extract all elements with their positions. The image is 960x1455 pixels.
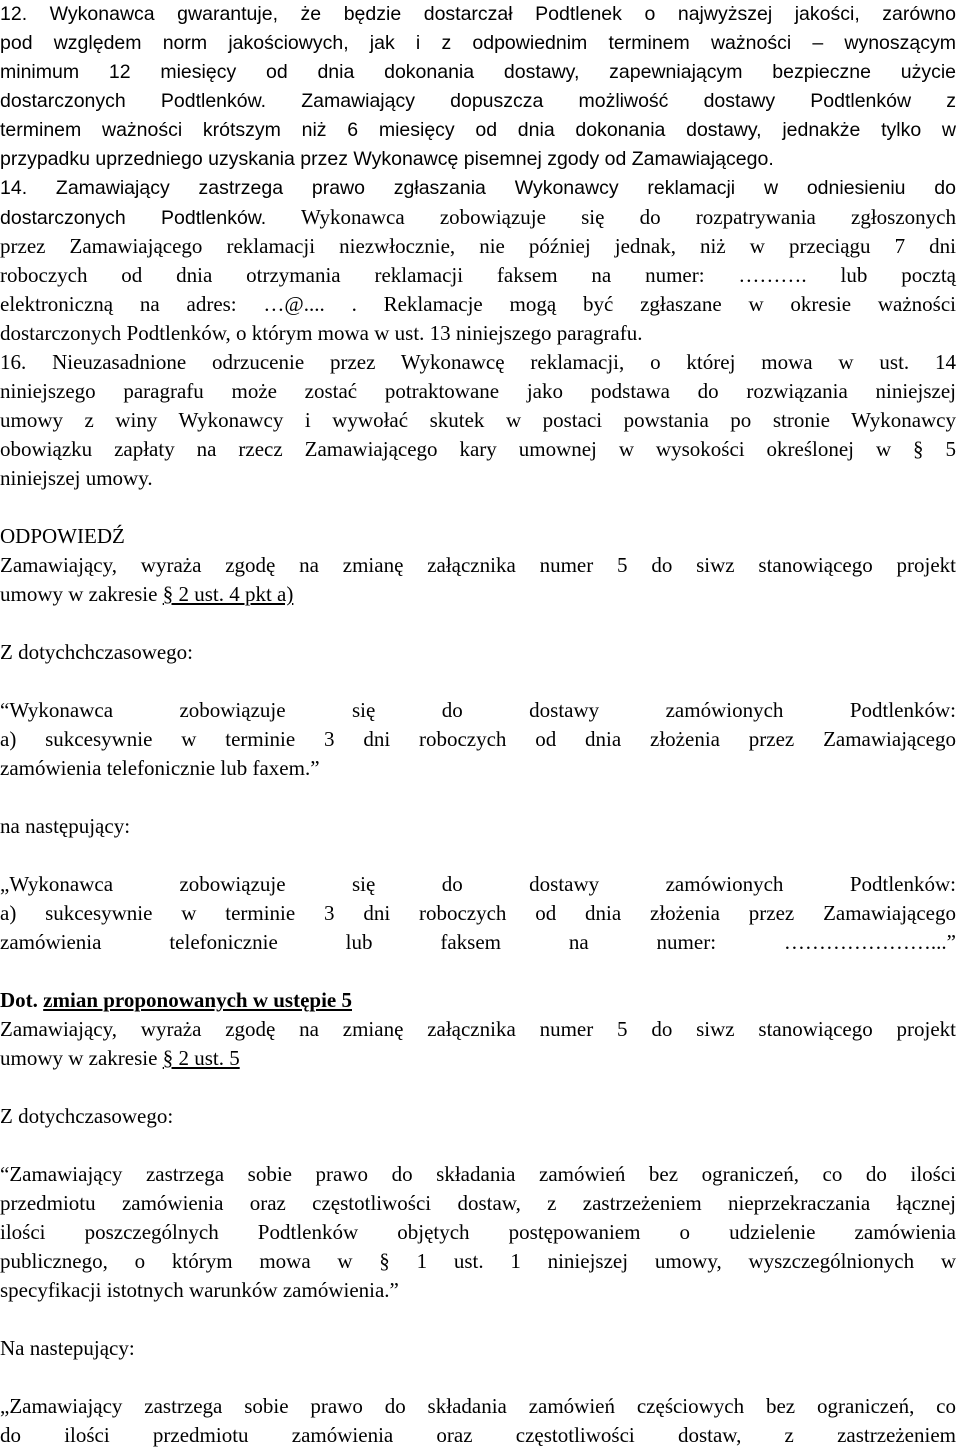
answer-1-from-label (0, 638, 956, 667)
text-line: dostarczonych Podtlenków. Wykonawca zobowiązuje się do rozpatrywania zgłoszonych (0, 205, 956, 229)
text-line: zamówienia telefonicznie lub faksem na numer: …………………...” (0, 930, 956, 954)
clause-reference: § 2 ust. 4 pkt a) (162, 582, 294, 606)
answer-heading (0, 522, 956, 551)
text-line: 12. Wykonawca gwarantuje, że będzie dostarczał Podtlenek o najwyższej jakości, zarówno (0, 3, 956, 25)
text-line: ilości poszczególnych Podtlenków objętych postępowaniem o udzielenie zamówienia (0, 1220, 956, 1244)
text-line: do ilości przedmiotu zamówienia oraz częstotliwości dostaw, z zastrzeżeniem (0, 1423, 956, 1447)
answer-2-heading (0, 986, 956, 1015)
text-line: obowiązku zapłaty na rzecz Zamawiającego kary umownej w wysokości określonej w § 5 (0, 437, 956, 461)
text-line: przedmiotu zamówienia oraz częstotliwości dostaw, z zastrzeżeniem nieprzekraczania łącznej (0, 1191, 956, 1215)
answer-2-new-quote (0, 1392, 956, 1450)
text-line: pod względem norm jakościowych, jak i z odpowiednim terminem ważności – wynoszącym (0, 32, 956, 54)
text-line: 16. Nieuzasadnione odrzucenie przez Wykonawcę reklamacji, o której mowa w ust. 14 (0, 350, 956, 374)
answer-2-from-label (0, 1102, 956, 1131)
text-line: „Zamawiający zastrzega sobie prawo do składania zamówień częściowych bez ograniczeń, co (0, 1394, 956, 1418)
text-line: na następujący: (0, 814, 131, 838)
text-line: Zamawiający, wyraża zgodę na zmianę załącznika numer 5 do siwz stanowiącego projekt (0, 553, 956, 577)
text-line: niniejszej umowy. (0, 466, 153, 490)
answer-2-intro (0, 1015, 956, 1073)
text-line: przypadku uprzedniego uzyskania przez Wykonawcę pisemnej zgody od Zamawiającego. (0, 148, 774, 170)
text-line: 14. Zamawiający zastrzega prawo zgłaszania Wykonawcy reklamacji w odniesieniu do (0, 177, 956, 199)
answer-1-to-label (0, 812, 956, 841)
text-line: zamówienia telefonicznie lub faxem.” (0, 756, 320, 780)
text-line: przez Zamawiającego reklamacji niezwłocznie, nie później jednak, niż w przeciągu 7 dni (0, 234, 956, 258)
text-line: Z dotychchczasowego: (0, 640, 194, 664)
text-line: umowy z winy Wykonawcy i wywołać skutek w postaci powstania po stronie Wykonawcy (0, 408, 956, 432)
text-line: Z dotychczasowego: (0, 1104, 174, 1128)
paragraph-14 (0, 174, 956, 348)
text-line: niniejszego paragrafu może zostać potraktowane jako podstawa do rozwiązania niniejszej (0, 379, 956, 403)
text-line: minimum 12 miesięcy od dnia dokonania dostawy, zapewniającym bezpieczne użycie (0, 61, 956, 83)
text-line: publicznego, o którym mowa w § 1 ust. 1 niniejszej umowy, wyszczególnionych w (0, 1249, 956, 1273)
text-line: terminem ważności krótszym niż 6 miesięcy od dnia dokonania dostawy, jednakże tylko w (0, 119, 956, 141)
text-line: elektroniczną na adres: …@.... . Reklamacje mogą być zgłaszane w okresie ważności (0, 292, 956, 316)
text-line: dostarczonych Podtlenków, o którym mowa w ust. 13 niniejszego paragrafu. (0, 321, 643, 345)
section-heading: Dot. zmian proponowanych w ustępie 5 (0, 988, 352, 1012)
answer-1-old-quote (0, 696, 956, 783)
text-line: „Wykonawca zobowiązuje się do dostawy zamówionych Podtlenków: (0, 872, 956, 896)
text-line: Na nastepujący: (0, 1336, 135, 1360)
text-line: a) sukcesywnie w terminie 3 dni roboczych od dnia złożenia przez Zamawiającego (0, 901, 956, 925)
text-line: dostarczonych Podtlenków. Zamawiający dopuszcza możliwość dostawy Podtlenków z (0, 90, 956, 112)
answer-1-intro (0, 551, 956, 609)
text-line: specyfikacji istotnych warunków zamówienia.” (0, 1278, 399, 1302)
text-line: umowy w zakresie § 2 ust. 5 (0, 1046, 240, 1070)
text-line: “Zamawiający zastrzega sobie prawo do składania zamówień bez ograniczeń, co do ilości (0, 1162, 956, 1186)
paragraph-16 (0, 348, 956, 493)
paragraph-12 (0, 0, 956, 174)
answer-2-old-quote (0, 1160, 956, 1305)
answer-2-to-label (0, 1334, 956, 1363)
section-heading: ODPOWIEDŹ (0, 524, 125, 548)
text-line: umowy w zakresie § 2 ust. 4 pkt a) (0, 582, 294, 606)
text-line: Zamawiający, wyraża zgodę na zmianę załącznika numer 5 do siwz stanowiącego projekt (0, 1017, 956, 1041)
clause-reference: § 2 ust. 5 (162, 1046, 240, 1070)
text-line: a) sukcesywnie w terminie 3 dni roboczych od dnia złożenia przez Zamawiającego (0, 727, 956, 751)
answer-1-new-quote (0, 870, 956, 957)
text-line: “Wykonawca zobowiązuje się do dostawy zamówionych Podtlenków: (0, 698, 956, 722)
text-line: roboczych od dnia otrzymania reklamacji faksem na numer: ………. lub pocztą (0, 263, 956, 287)
